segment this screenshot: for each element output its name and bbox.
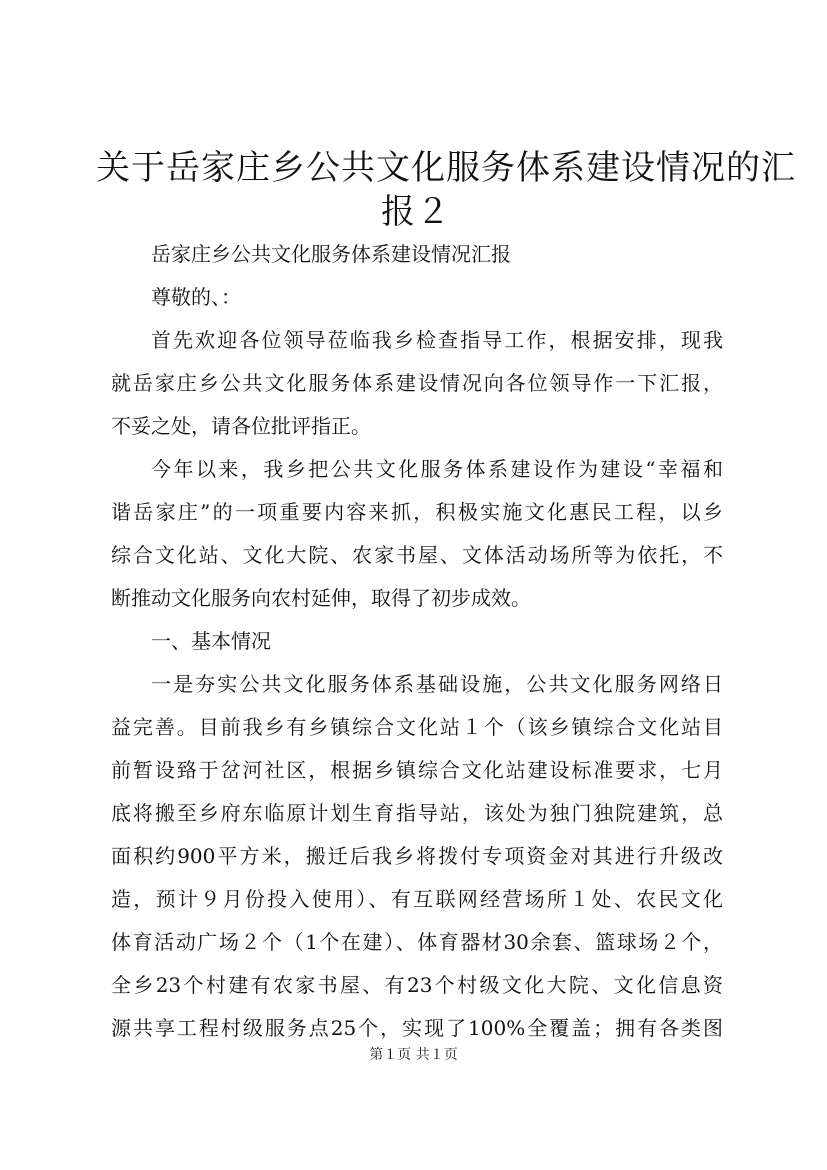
body-line: 前暂设臵于岔河社区，根据乡镇综合文化站建设标准要求，七月: [111, 758, 723, 782]
section-heading: 一、基本情况: [151, 629, 271, 653]
body-line: 综合文化站、文化大院、农家书屋、文体活动场所等为依托，不: [111, 543, 723, 567]
body-line: 益完善。目前我乡有乡镇综合文化站１个（该乡镇综合文化站目: [111, 715, 723, 739]
body-line: 尊敬的、：: [151, 285, 241, 309]
body-line: 断推动文化服务向农村延伸，取得了初步成效。: [111, 586, 531, 610]
body-line: 底将搬至乡府东临原计划生育指导站，该处为独门独院建筑，总: [111, 801, 723, 825]
page-footer: 第１页 共１页: [369, 1047, 458, 1063]
body-line: 岳家庄乡公共文化服务体系建设情况汇报: [151, 242, 511, 266]
document-title-line-2: 报２: [381, 192, 451, 232]
body-line: 造，预计９月份投入使用）、有互联网经营场所１处、农民文化: [111, 887, 723, 911]
body-line: 源共享工程村级服务点25个，实现了100%全覆盖；拥有各类图: [111, 1016, 723, 1040]
body-line: 体育活动广场２个（1个在建）、体育器材30余套、篮球场２个，: [111, 930, 723, 954]
body-line: 谐岳家庄”的一项重要内容来抓，积极实施文化惠民工程，以乡: [111, 500, 723, 524]
body-line: 今年以来，我乡把公共文化服务体系建设作为建设“幸福和: [151, 457, 723, 481]
body-line: 不妥之处，请各位批评指正。: [111, 414, 371, 438]
body-line: 就岳家庄乡公共文化服务体系建设情况向各位领导作一下汇报，: [111, 371, 723, 395]
body-line: 一是夯实公共文化服务体系基础设施，公共文化服务网络日: [151, 672, 723, 696]
body-line: 首先欢迎各位领导莅临我乡检查指导工作，根据安排，现我: [151, 328, 723, 352]
body-line: 面积约900平方米，搬迁后我乡将拨付专项资金对其进行升级改: [111, 844, 723, 868]
document-title-line-1: 关于岳家庄乡公共文化服务体系建设情况的汇: [96, 148, 796, 188]
body-line: 全乡23个村建有农家书屋、有23个村级文化大院、文化信息资: [111, 973, 723, 997]
